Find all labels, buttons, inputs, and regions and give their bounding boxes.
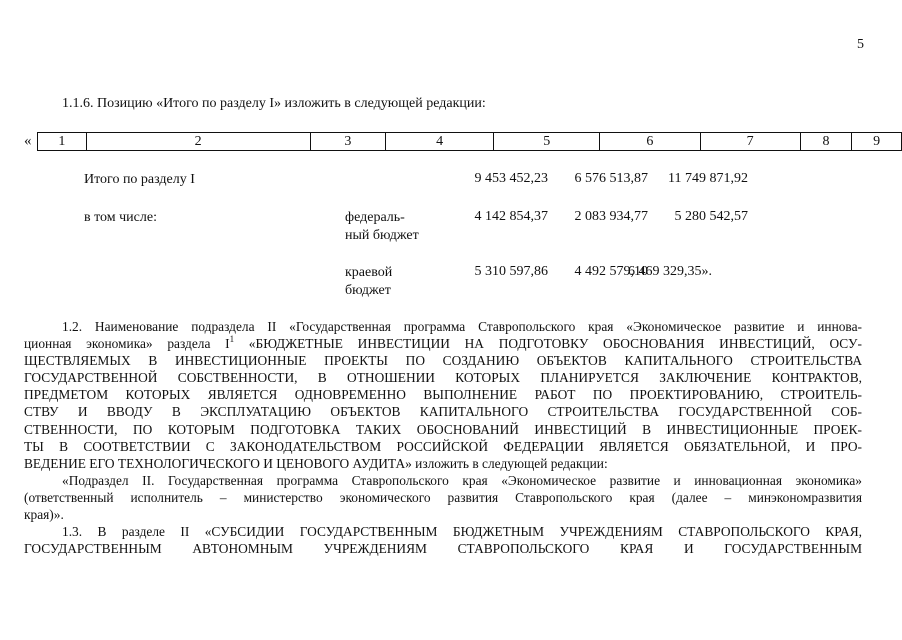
budget-source: ный бюджет: [345, 228, 419, 243]
column-header: 8: [800, 133, 852, 151]
text-line: 1.3. В разделе II «СУБСИДИИ ГОСУДАРСТВЕННЫМ БЮДЖЕТНЫМ УЧРЕЖДЕНИЯМ СТАВРОПОЛЬСКОГО КРАЯ,: [62, 524, 862, 539]
text-line: 1.2. Наименование подраздела II «Государственная программа Ставропольского края «Экономическое развитие и иннова-: [62, 319, 862, 334]
table-cell-value: 6 576 513,87: [574, 171, 648, 186]
text-line: СТВЕННОСТИ, ПО КОТОРЫМ ПОДГОТОВКА ТАКИХ ОБОСНОВАНИЙ ИНВЕСТИЦИЙ В ИНВЕСТИЦИОННЫЕ ПРОЕК-: [24, 421, 862, 437]
text-line: ТЫ В СООТВЕТСТВИИ С ЗАКОНОДАТЕЛЬСТВОМ РОССИЙСКОЙ ФЕДЕРАЦИИ ЯВЛЯЕТСЯ ОБЯЗАТЕЛЬНОЙ, И ПРО-: [24, 438, 862, 454]
footnote-marker: 1: [229, 334, 235, 345]
page-number: 5: [857, 37, 864, 52]
row-label-total: Итого по разделу I: [84, 172, 195, 187]
text-line: ЩЕСТВЛЯЕМЫХ В ИНВЕСТИЦИОННЫЕ ПРОЕКТЫ ПО СОЗДАНИЮ ОБЪЕКТОВ КАПИТАЛЬНОГО СТРОИТЕЛЬСТВА: [24, 353, 862, 369]
text-line: ГОСУДАРСТВЕННЫМ АВТОНОМНЫМ УЧРЕЖДЕНИЯМ СТАВРОПОЛЬСКОГО КРАЯ И ГОСУДАРСТВЕННЫМ: [24, 541, 862, 557]
table-cell-value: 6 469 329,35».: [628, 264, 712, 279]
text-line: ПРЕДМЕТОМ КОТОРЫХ ЯВЛЯЕТСЯ ОДНОВРЕМЕННО ВЫПОЛНЕНИЕ РАБОТ ПО ПРОЕКТИРОВАНИЮ, СТРОИТЕЛЬ-: [24, 387, 862, 403]
text-line: ционная экономика» раздела $I^1$ «БЮДЖЕТНЫЕ ИНВЕСТИЦИИ НА ПОДГОТОВКУ ОБОСНОВАНИЯ ИНВЕСТИЦИЙ, ОСУ-: [24, 334, 862, 352]
column-header: 4: [386, 133, 494, 151]
text-line: ВЕДЕНИЕ ЕГО ТЕХНОЛОГИЧЕСКОГО И ЦЕНОВОГО АУДИТА» изложить в следующей редакции:: [24, 455, 608, 471]
table-cell-value: 9 453 452,23: [474, 171, 548, 186]
table-cell-value: 4 492 579,10: [574, 264, 648, 279]
paragraph-1-2: [24, 318, 862, 472]
column-header: 1: [38, 133, 87, 151]
text-line: края)».: [24, 507, 64, 523]
text-line: ГОСУДАРСТВЕННОЙ СОБСТВЕННОСТИ, В ОТНОШЕНИИ КОТОРЫХ ПЛАНИРУЕТСЯ ЗАКЛЮЧЕНИЕ КОНТРАКТОВ,: [24, 370, 862, 386]
budget-source: федераль-: [345, 210, 405, 225]
table-cell-value: 5 310 597,86: [474, 264, 548, 279]
table-cell-value: 5 280 542,57: [674, 209, 748, 224]
text-line: (ответственный исполнитель – министерство экономического развития Ставропольского края (далее – минэкономразвития: [24, 490, 862, 506]
column-header: 3: [310, 133, 385, 151]
opening-quote: «: [24, 133, 32, 149]
text-line: «Подраздел II. Государственная программа Ставропольского края «Экономическое развитие и инновационная экономика»: [62, 473, 862, 488]
column-header: 9: [852, 133, 902, 151]
row-label-including: в том числе:: [84, 210, 157, 225]
table-cell-value: 2 083 934,77: [574, 209, 648, 224]
paragraph-quote: [24, 472, 862, 523]
column-header-table: [37, 132, 902, 151]
column-header: 5: [494, 133, 600, 151]
text-line: СТВУ И ВВОДУ В ЭКСПЛУАТАЦИЮ ОБЪЕКТОВ КАПИТАЛЬНОГО СТРОИТЕЛЬСТВА ГОСУДАРСТВЕННОЙ СОБ-: [24, 404, 862, 420]
table-cell-value: 4 142 854,37: [474, 209, 548, 224]
intro-line: 1.1.6. Позицию «Итого по разделу I» изложить в следующей редакции:: [62, 96, 486, 111]
paragraph-1-3: [24, 523, 862, 557]
column-header: 6: [600, 133, 700, 151]
table-cell-value: 11 749 871,92: [668, 171, 748, 186]
column-header: 7: [700, 133, 800, 151]
budget-source: краевой: [345, 265, 393, 280]
column-header: 2: [86, 133, 310, 151]
budget-source: бюджет: [345, 283, 391, 298]
